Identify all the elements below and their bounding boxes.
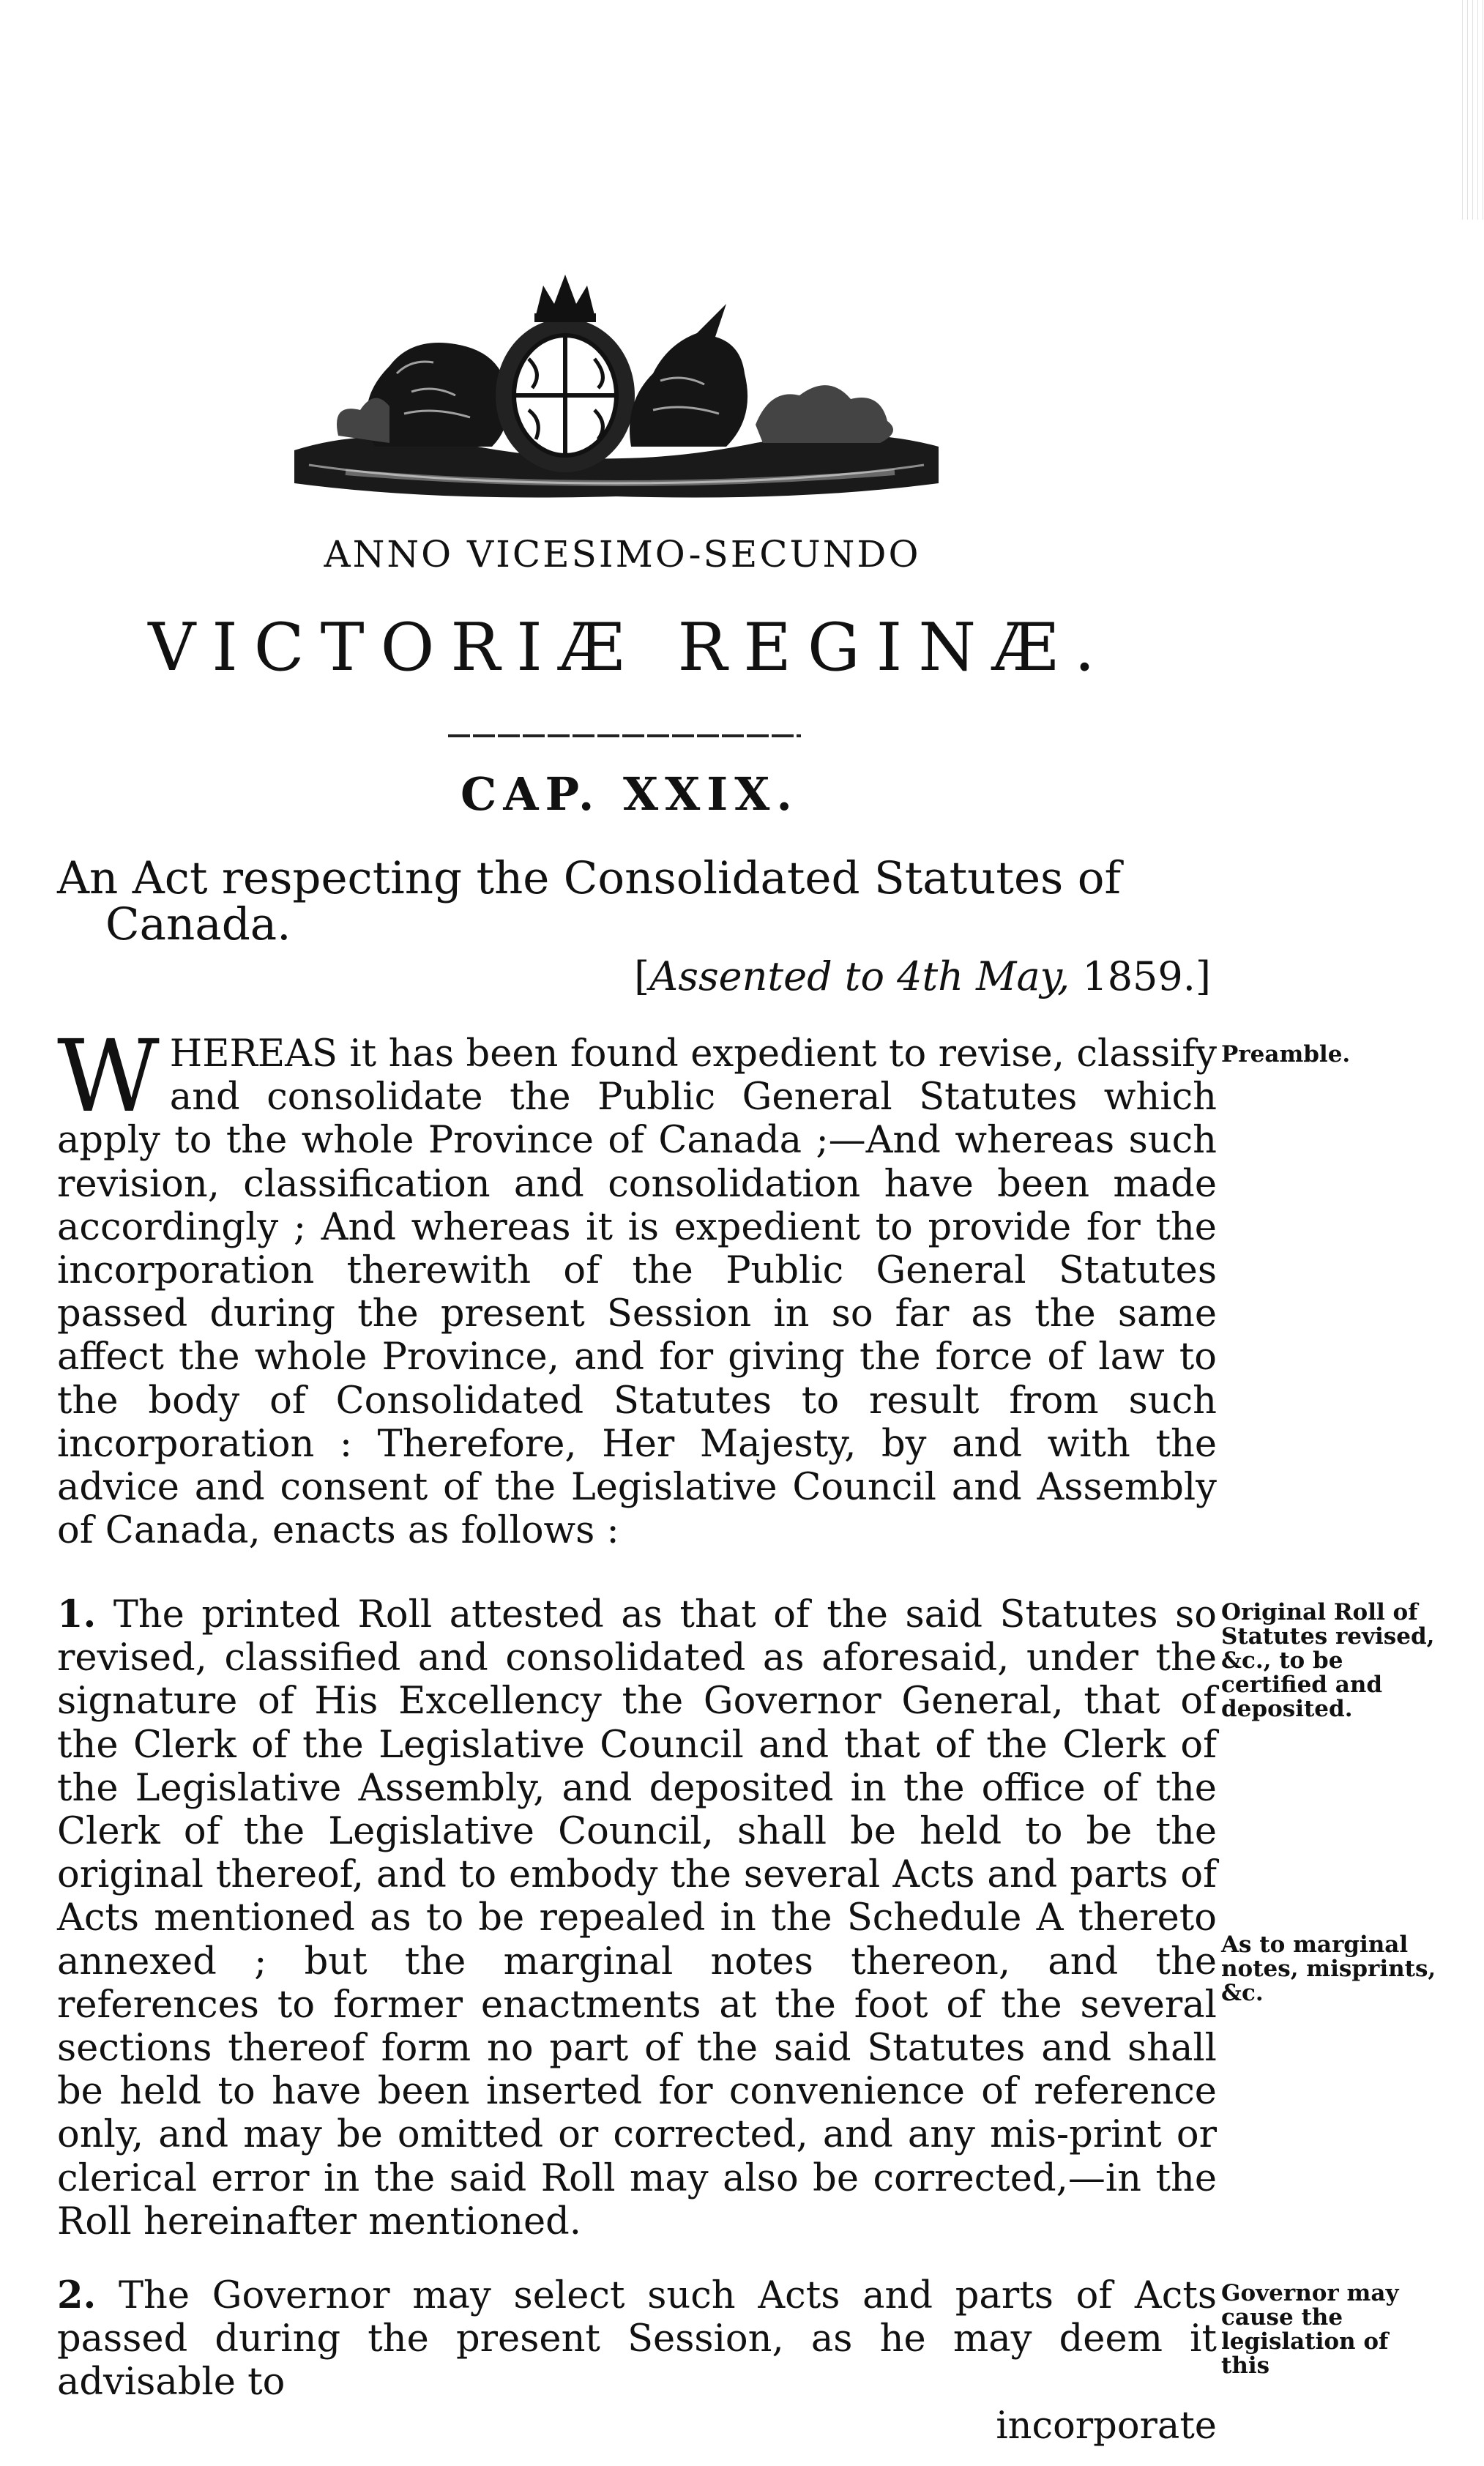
chapter-heading: CAP. XXIX. — [461, 767, 799, 821]
assent-bracket: [ — [634, 953, 650, 999]
margin-note-original-roll: Original Roll of Statutes revised, &c., to be certified and deposited. — [1221, 1599, 1435, 1722]
act-title — [57, 852, 1212, 950]
section-1-number: 1. — [57, 1593, 97, 1636]
margin-note-marginal-notes: As to marginal notes, misprints, &c. — [1221, 1932, 1436, 2006]
regnal-year-heading: ANNO VICESIMO-SECUNDO — [324, 533, 921, 575]
royal-coat-of-arms-emblem — [287, 264, 946, 502]
monarch-heading: VICTORIÆ REGINÆ. — [148, 609, 1111, 686]
assent-date — [581, 953, 1211, 999]
assent-italic-text: Assented to 4th May, — [649, 953, 1070, 999]
section-2-paragraph — [57, 2274, 1217, 2448]
act-title-line-1: An Act respecting the Consolidated Statutes of — [57, 852, 1122, 904]
section-2-number: 2. — [57, 2273, 97, 2317]
drop-cap: W — [57, 1019, 160, 1135]
margin-note-preamble: Preamble. — [1221, 1041, 1351, 1068]
section-1-text: The printed Roll attested as that of the said Statutes so revised, classified and consolidated as aforesaid, under the signature of His Excellency the Governor General, that of the Clerk of the Legislative Council and that of the Clerk of the Legislative Assembly, and deposited in the office of the Clerk of the Legislative Council, shall be held to be the original thereof, and to embody the several Acts and parts of Acts mentioned as to be repealed in the Schedule A thereto annexed ; but the marginal notes thereon, and the references to former enactments at the foot of the several sections thereof form no part of the said Statutes and shall be held to have been inserted for convenience of reference only, and may be omitted or corrected, and any mis-print or clerical error in the said Roll may also be corrected,—in the Roll hereinafter mentioned. — [57, 1593, 1218, 2243]
section-2-continuation: incorporate — [996, 2404, 1217, 2448]
section-2-text: The Governor may select such Acts and parts of Acts passed during the present Session, as he may deem it advisable to — [57, 2274, 1217, 2404]
section-1-paragraph — [57, 1593, 1217, 2243]
divider-rule — [448, 734, 801, 737]
assent-year: 1859.] — [1070, 953, 1211, 999]
act-title-line-2: Canada. — [105, 898, 291, 950]
preamble-paragraph — [57, 1019, 1217, 1553]
scan-edge-noise — [1458, 0, 1484, 220]
preamble-text: HEREAS it has been found expedient to revise, classify and consolidate the Public General Statutes which apply to the whole Province of Canada ;—And whereas such revision, classification and consolidation have been made accordingly ; And whereas it is expedient to provide for the incorporation therewith of the Public General Statutes passed during the present Session in so far as the same affect the whole Province, and for giving the force of law to the body of Consolidated Statutes to result from such incorporation : Therefore, Her Majesty, by and with the advice and consent of the Legislative Council and Assembly of Canada, enacts as follows : — [57, 1032, 1217, 1553]
margin-note-governor: Governor may cause the legislation of this — [1221, 2280, 1399, 2379]
